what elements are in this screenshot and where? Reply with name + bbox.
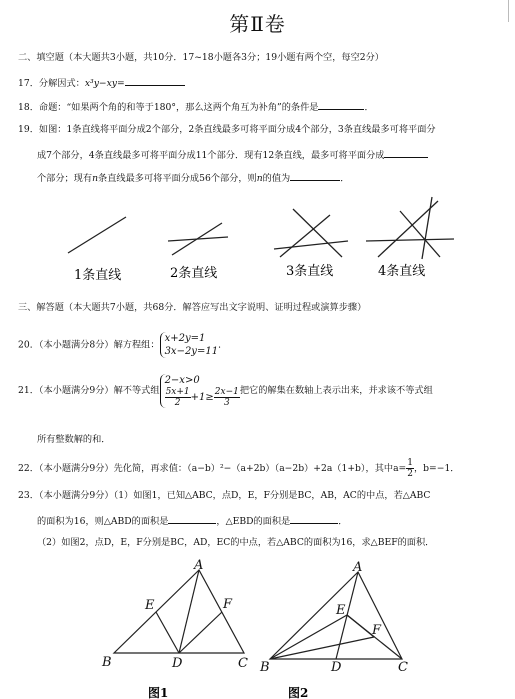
fig-label-2: 2条直线 — [170, 266, 218, 281]
fig2-label-A: A — [353, 560, 363, 575]
fig1-label-F: F — [223, 597, 233, 612]
question-22 — [18, 458, 459, 479]
fig-label-3: 3条直线 — [286, 264, 334, 279]
fig2-label-F: F — [372, 623, 382, 638]
fig2-label-C: C — [398, 660, 408, 675]
q21-mid: +1≥ — [190, 392, 214, 403]
fig2-label-B: B — [260, 660, 270, 675]
line-3b — [293, 209, 342, 257]
q18-text: 18．命题：“如果两个角的和等于180°，那么这两个角互为补角”的条件是 — [18, 102, 319, 113]
fig1-label-C: C — [238, 656, 248, 671]
q19-l3-n: n — [92, 173, 99, 184]
fig1-label-E: E — [145, 598, 155, 613]
q19-blank-1 — [384, 148, 428, 158]
fig2-EF — [347, 615, 374, 637]
q20-system — [160, 332, 219, 358]
question-18: 18．命题：“如果两个角的和等于180°，那么这两个角互为补角”的条件是 ． — [18, 102, 374, 113]
q21-ineq1: 2−x>0 — [164, 375, 200, 386]
line-4d — [422, 197, 432, 259]
fig1-label-D: D — [172, 656, 183, 671]
q19-l3-a: 个部分；现有 — [37, 173, 93, 184]
q21-ineq2 — [165, 387, 240, 408]
section2-header: 二、填空题（本大题共3小题，共10分．17~18小题各3分；19小题有两个空，每空2分） — [18, 52, 384, 63]
fig1-caption: 图1 — [148, 686, 169, 699]
q17-expression: x³y−xy= — [84, 78, 125, 89]
section3-header: 三、解答题（本大题共7小题，共68分．解答应写出文字说明、证明过程或演算步骤） — [18, 302, 367, 313]
q23-line-3: （2）如图2，点D，E，F分别是BC，AD，EC的中点，若△ABC的面积为16，求△BEF的面积． — [37, 537, 435, 548]
q23-blank-1 — [168, 514, 216, 524]
q19-line-2-text: 成7个部分，4条直线最多可将平面分成11个部分．现有12条直线，最多可将平面分成 — [37, 150, 385, 161]
q21-frac1-num: 5x+1 — [165, 387, 190, 397]
question-20: 20．（本小题满分8分）解方程组： x+2y=1 3x−2y=11 ． — [18, 333, 228, 357]
q19-l3-n2: n — [256, 173, 263, 184]
q21-suffix: 把它的解集在数轴上表示出来，并求该不等式组 — [239, 385, 433, 396]
q21-line-2: 所有整数解的和． — [37, 434, 111, 445]
q17-prefix: 17．分解因式： — [18, 78, 85, 89]
fig2-BF — [270, 637, 374, 659]
q21-frac2-den: 3 — [223, 398, 230, 408]
question-17 — [18, 76, 185, 90]
fig1-AD — [179, 570, 199, 653]
q18-answer-blank — [318, 100, 364, 110]
page-title: 第Ⅱ卷 — [229, 12, 286, 36]
q22-suffix: ，b=−1． — [413, 463, 460, 474]
q20-eq2: 3x−2y=11 — [164, 346, 219, 357]
q21-frac2-num: 2x−1 — [214, 387, 239, 397]
q19-l3-c: 条直线最多可将平面分成56个部分，则 — [98, 173, 257, 184]
q23-l2-b: ，△EBD的面积是 — [216, 516, 291, 527]
line-3a — [274, 241, 348, 249]
q19-l3-e: 的值为 — [262, 173, 291, 184]
question-21 — [18, 374, 433, 408]
q20-prefix: 20．（本小题满分8分）解方程组： — [18, 339, 160, 351]
q22-fraction — [406, 458, 414, 479]
line-4b — [378, 201, 438, 257]
q20-eq1: x+2y=1 — [164, 333, 206, 344]
q19-line-3: 个部分；现有n条直线最多可将平面分成56个部分，则n的值为 ． — [37, 173, 350, 184]
q23-line-2: 的面积为16，则△ABD的面积是 ，△EBD的面积是 ． — [37, 516, 348, 527]
fig-label-4: 4条直线 — [378, 264, 426, 279]
q19-blank-2 — [290, 171, 340, 181]
q19-line-1: 19．如图：1条直线将平面分成2个部分，2条直线最多可将平面分成4个部分，3条直线最多可将平面分 — [18, 124, 436, 135]
triangle-figure-2 — [258, 558, 428, 699]
lines-figure — [60, 195, 480, 285]
q21-system — [160, 374, 240, 408]
fig2-caption: 图2 — [288, 686, 309, 699]
fig1-ED — [156, 612, 179, 653]
fig2-label-E: E — [336, 603, 346, 618]
q22-frac-den: 2 — [407, 469, 413, 479]
q23-line-1: 23．（本小题满分9分）（1）如图1，已知△ABC，点D，E，F分别是BC，AB，AC的中点，若△ABC — [18, 490, 431, 501]
q22-prefix: 22．（本小题满分9分）先化简，再求值：（a−b）²−（a+2b）（a−2b）+2a（1+b），其中a= — [18, 463, 407, 474]
q23-l2-a: 的面积为16，则△ABD的面积是 — [37, 516, 169, 527]
q22-frac-num: 1 — [407, 458, 413, 468]
q19-line-2 — [37, 148, 428, 162]
fig2-label-D: D — [331, 660, 342, 675]
fig1-FD — [179, 612, 222, 653]
q21-prefix: 21．（本小题满分9分）解不等式组 — [18, 385, 160, 396]
fig1-label-B: B — [102, 655, 112, 670]
line-2b — [172, 223, 222, 255]
line-1a — [68, 217, 126, 253]
fig1-label-A: A — [194, 558, 204, 573]
line-4a — [366, 239, 454, 241]
q17-answer-blank — [125, 76, 185, 86]
q21-frac1-den: 2 — [174, 398, 181, 408]
triangle-figure-1 — [96, 558, 266, 699]
q23-blank-2 — [290, 514, 338, 524]
fig-label-1: 1条直线 — [74, 268, 122, 283]
